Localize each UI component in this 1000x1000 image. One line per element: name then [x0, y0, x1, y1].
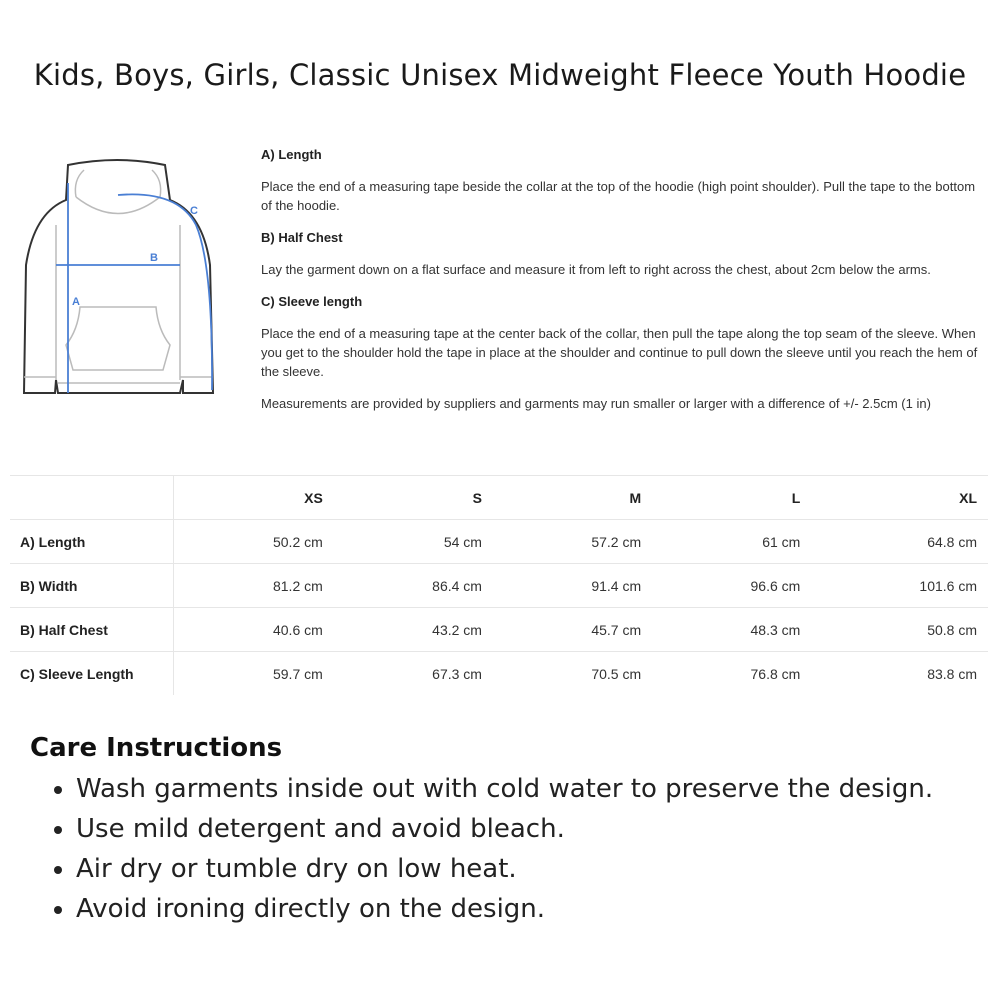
instruction-title: B) Half Chest	[261, 230, 343, 245]
instruction-text: Place the end of a measuring tape beside the collar at the top of the hoodie (high point shoulder). Pull the tape to the bottom of the hoodie.	[261, 179, 976, 213]
size-header: XS	[174, 476, 334, 520]
table-cell: 50.2 cm	[174, 520, 334, 564]
hoodie-diagram	[18, 155, 223, 400]
hood-inner	[76, 197, 160, 214]
size-header: XL	[811, 476, 988, 520]
table-cell: 101.6 cm	[811, 564, 988, 608]
table-cell: 54 cm	[334, 520, 493, 564]
kangaroo-pocket	[66, 307, 170, 370]
table-cell: 57.2 cm	[493, 520, 652, 564]
row-label: B) Half Chest	[10, 608, 174, 652]
instruction-title: C) Sleeve length	[261, 294, 363, 309]
size-header: L	[652, 476, 811, 520]
care-item: • Use mild detergent and avoid bleach.	[76, 809, 990, 849]
care-list	[30, 769, 990, 929]
table-cell: 61 cm	[652, 520, 811, 564]
table-cell: 96.6 cm	[652, 564, 811, 608]
instruction-title: A) Length	[261, 147, 322, 162]
table-cell: 70.5 cm	[493, 652, 652, 696]
label-b: B	[150, 252, 158, 264]
table-cell: 50.8 cm	[811, 608, 988, 652]
table-cell: 76.8 cm	[652, 652, 811, 696]
measuring-instructions	[261, 145, 981, 426]
table-cell: 45.7 cm	[493, 608, 652, 652]
table-cell: 91.4 cm	[493, 564, 652, 608]
table-header-row	[10, 476, 988, 520]
size-chart-table	[10, 475, 988, 695]
row-label: C) Sleeve Length	[10, 652, 174, 696]
table-cell: 40.6 cm	[174, 608, 334, 652]
instruction-text: Place the end of a measuring tape at the center back of the collar, then pull the tape along the top seam of the sleeve. When you get to the shoulder hold the tape in place at the shoulder and continue to pull down the sleeve until you reach the hem of the sleeve.	[261, 326, 978, 379]
table-cell: 48.3 cm	[652, 608, 811, 652]
row-label: B) Width	[10, 564, 174, 608]
instruction-section-half-chest	[261, 228, 981, 279]
table-cell: 81.2 cm	[174, 564, 334, 608]
table-row	[10, 564, 988, 608]
instruction-text: Lay the garment down on a flat surface and measure it from left to right across the chest, about 2cm below the arms.	[261, 262, 931, 277]
table-row	[10, 608, 988, 652]
table-cell: 59.7 cm	[174, 652, 334, 696]
table-row	[10, 652, 988, 696]
size-header: S	[334, 476, 493, 520]
row-label: A) Length	[10, 520, 174, 564]
instruction-section-sleeve	[261, 292, 981, 381]
table-cell: 83.8 cm	[811, 652, 988, 696]
table-cell: 86.4 cm	[334, 564, 493, 608]
care-item: • Wash garments inside out with cold water to preserve the design.	[76, 769, 990, 809]
table-cell: 43.2 cm	[334, 608, 493, 652]
size-header: M	[493, 476, 652, 520]
care-item: • Air dry or tumble dry on low heat.	[76, 849, 990, 889]
table-row	[10, 520, 988, 564]
instruction-section-length	[261, 145, 981, 215]
empty-header-cell	[10, 476, 174, 520]
care-heading: Care Instructions	[30, 733, 283, 763]
measurement-note: Measurements are provided by suppliers and garments may run smaller or larger with a difference of +/- 2.5cm (1 in)	[261, 396, 931, 411]
label-c: C	[190, 205, 198, 217]
table-cell: 67.3 cm	[334, 652, 493, 696]
care-instructions	[30, 733, 990, 929]
care-item: • Avoid ironing directly on the design.	[76, 889, 990, 929]
table-cell: 64.8 cm	[811, 520, 988, 564]
label-a: A	[72, 296, 80, 308]
page-title: Kids, Boys, Girls, Classic Unisex Midweight Fleece Youth Hoodie	[33, 58, 967, 92]
